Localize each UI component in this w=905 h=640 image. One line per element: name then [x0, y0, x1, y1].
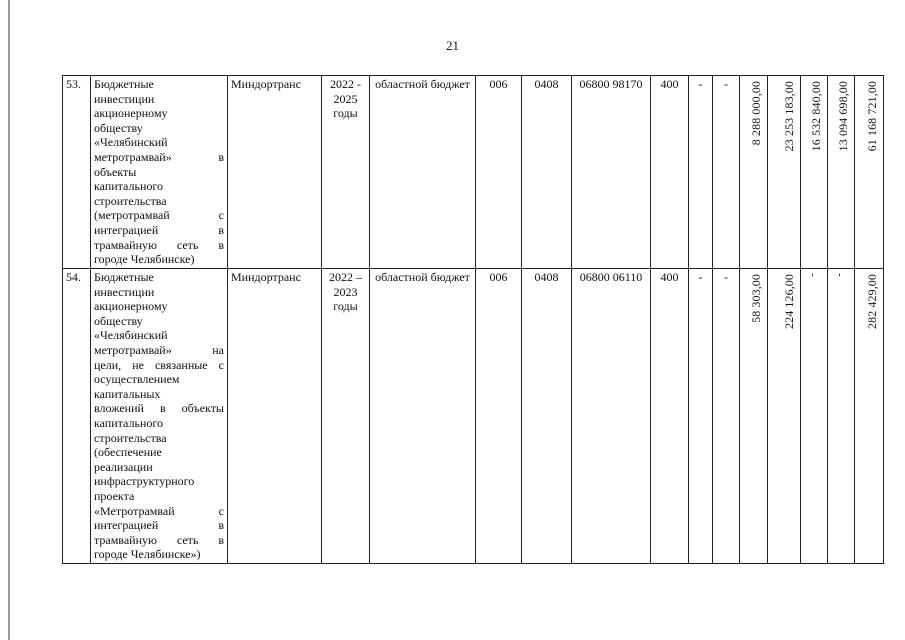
row-description	[91, 269, 228, 564]
description-line: (метротрамвай с	[94, 208, 224, 223]
description-line: осуществлением	[94, 372, 180, 387]
row-source: областной бюджет	[370, 76, 476, 269]
amount-text: -	[833, 273, 846, 277]
amount-text: 13 094 698,00	[836, 81, 851, 152]
row-value-2024	[828, 269, 855, 564]
description-line: «Метротрамвай с	[94, 503, 224, 518]
amount-text: 16 532 840,00	[809, 81, 824, 152]
row-description	[91, 76, 228, 269]
row-value-2022	[768, 76, 801, 269]
description-line: метротрамвай» в	[94, 149, 224, 164]
description-line: акционерному	[94, 106, 168, 121]
row-period: 2022 – 2023 годы	[322, 269, 370, 564]
description-line: интеграцией в	[94, 222, 224, 237]
description-line: интеграцией в	[94, 518, 224, 533]
description-line: строительства	[94, 193, 167, 208]
table-row	[63, 269, 884, 564]
row-number: 53.	[63, 76, 91, 269]
row-csr: 06800 06110	[572, 269, 651, 564]
row-value-2020: -	[713, 269, 740, 564]
description-line: трамвайную сеть в	[94, 237, 224, 252]
row-executor: Миндортранс	[228, 269, 322, 564]
row-executor: Миндортранс	[228, 76, 322, 269]
description-line: метротрамвай» на	[94, 342, 224, 357]
table-row	[63, 76, 884, 269]
description-line: инвестиции	[94, 91, 155, 106]
row-value-2020: -	[713, 76, 740, 269]
description-line: Бюджетные	[94, 270, 154, 284]
description-line: обществу	[94, 313, 143, 328]
row-grbs: 006	[476, 76, 522, 269]
row-rzpr: 0408	[522, 76, 572, 269]
description-line: Бюджетные	[94, 77, 154, 91]
row-rzpr: 0408	[522, 269, 572, 564]
row-value-2019: -	[689, 76, 713, 269]
description-line: городе Челябинске»)	[94, 547, 201, 562]
amount-text: 224 126,00	[782, 274, 797, 329]
description-line: проекта	[94, 488, 135, 503]
amount-text: -	[806, 273, 819, 277]
description-line: капитальных	[94, 386, 161, 401]
description-line: инвестиции	[94, 284, 155, 299]
row-value-2022	[768, 269, 801, 564]
row-period: 2022 - 2025 годы	[322, 76, 370, 269]
row-value-2024	[828, 76, 855, 269]
row-value-2019: -	[689, 269, 713, 564]
row-value-2023	[801, 269, 828, 564]
amount-text: 61 168 721,00	[865, 81, 880, 152]
description-line: обществу	[94, 120, 143, 135]
description-line: капитального	[94, 415, 163, 430]
row-value-2021	[740, 269, 768, 564]
row-grbs: 006	[476, 269, 522, 564]
page-number: 21	[446, 38, 459, 53]
row-number: 54.	[63, 269, 91, 564]
row-source: областной бюджет	[370, 269, 476, 564]
description-line: «Челябинский	[94, 328, 168, 343]
description-line: объекты	[94, 164, 137, 179]
amount-text: 58 303,00	[749, 274, 764, 323]
description-line: трамвайную сеть в	[94, 532, 224, 547]
budget-table	[62, 75, 884, 564]
row-vr: 400	[651, 269, 689, 564]
description-line: капитального	[94, 179, 163, 194]
description-line: цели, не связанные с	[94, 357, 224, 372]
description-line: городе Челябинске)	[94, 252, 195, 267]
description-line: (обеспечение	[94, 445, 162, 460]
amount-text: 282 429,00	[865, 274, 880, 329]
row-value-2023	[801, 76, 828, 269]
amount-text: 8 288 000,00	[749, 81, 764, 146]
scan-border-line	[8, 0, 10, 640]
description-line: инфраструктурного	[94, 474, 195, 489]
row-total	[855, 269, 884, 564]
row-value-2021	[740, 76, 768, 269]
description-line: вложений в объекты	[94, 401, 224, 416]
row-total	[855, 76, 884, 269]
description-line: реализации	[94, 459, 153, 474]
amount-text: 23 253 183,00	[782, 81, 797, 152]
row-vr: 400	[651, 76, 689, 269]
description-line: «Челябинский	[94, 135, 168, 150]
description-line: акционерному	[94, 299, 168, 314]
row-csr: 06800 98170	[572, 76, 651, 269]
description-line: строительства	[94, 430, 167, 445]
